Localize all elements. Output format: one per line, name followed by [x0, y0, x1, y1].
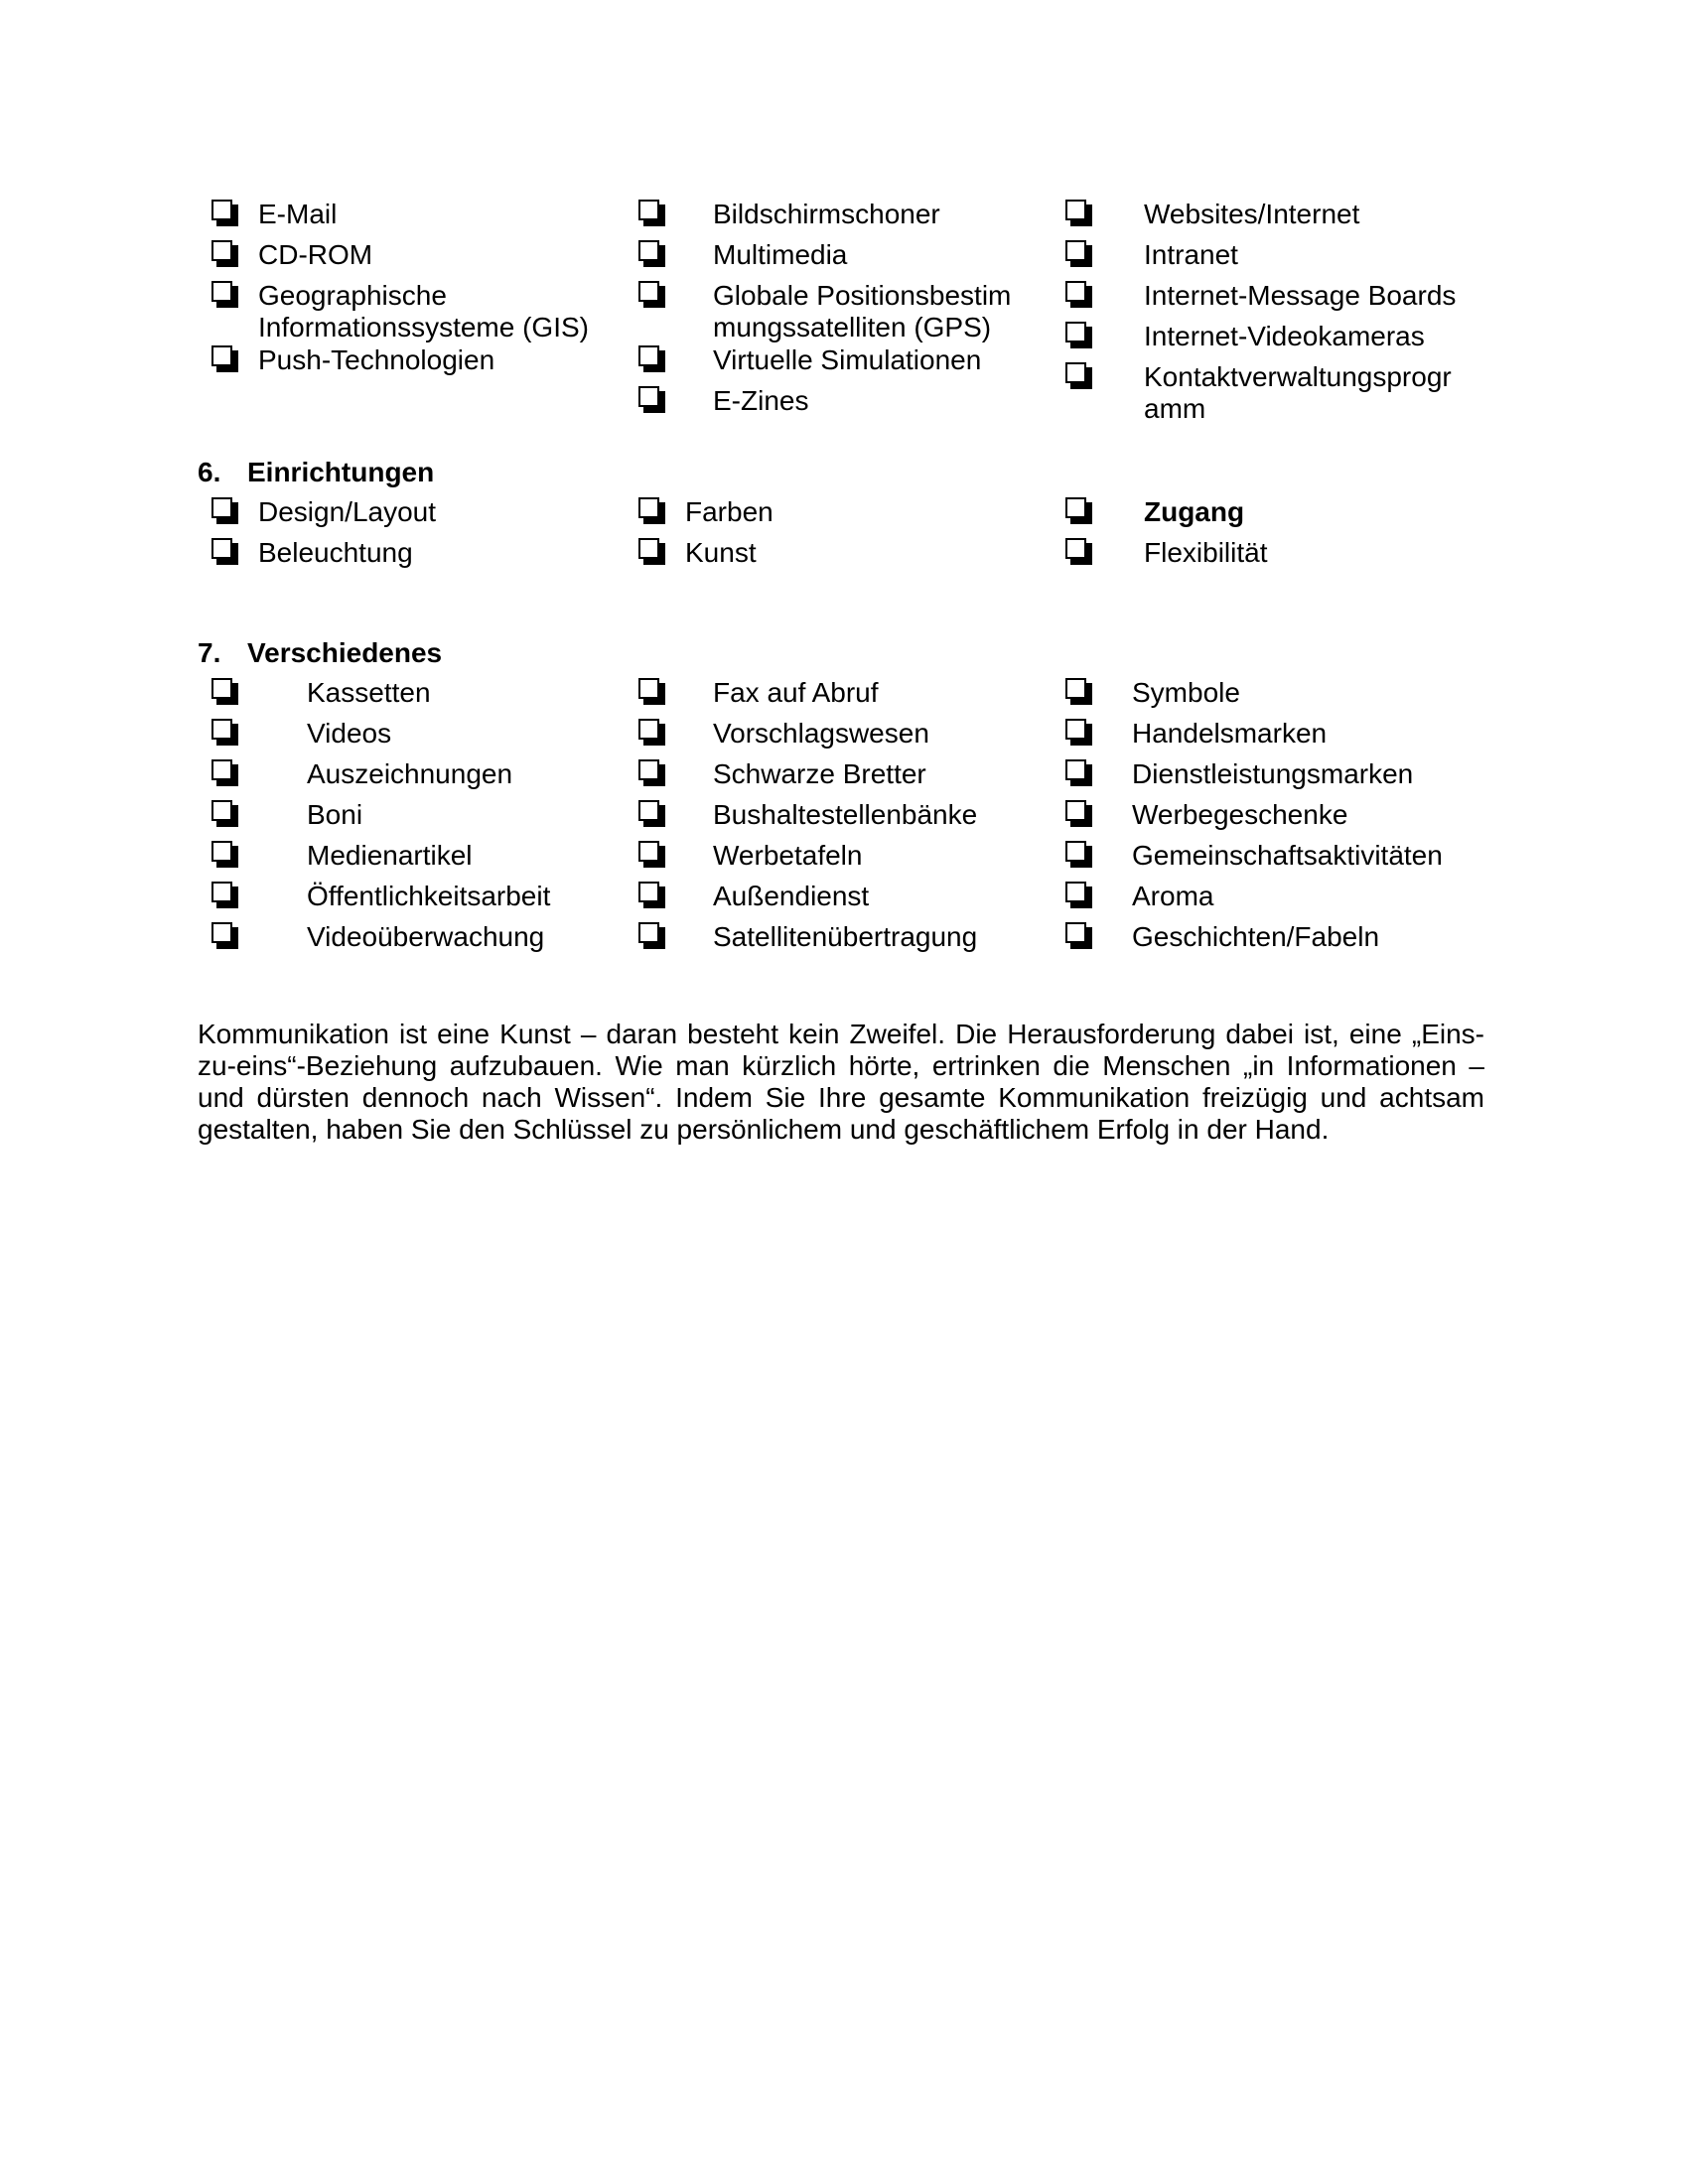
item-label: Öffentlichkeitsarbeit: [307, 881, 551, 911]
checklist-item: [1065, 280, 1482, 320]
checklist-item: [211, 921, 629, 961]
checklist-item: [211, 677, 629, 717]
item-label: Internet-Videokameras: [1144, 321, 1425, 351]
s6-col3: [1065, 496, 1482, 578]
checkbox[interactable]: [638, 281, 665, 308]
checkbox[interactable]: [1065, 497, 1092, 524]
checklist-item: [211, 239, 609, 279]
item-label: Fax auf Abruf: [713, 677, 879, 708]
checkbox[interactable]: [211, 240, 238, 267]
closing-paragraph: Kommunikation ist eine Kunst – daran besteht kein Zweifel. Die Herausforderung dabei ist, eine „Eins-zu-eins“-Beziehung aufzubauen. Wie man kürzlich hörte, ertrinken die Menschen „in Informationen – und dürsten dennoch nach Wissen“. Indem Sie Ihre gesamte Kommunikation freizügig und achtsam gestalten, haben Sie den Schlüssel zu persönlichem und geschäftlichem Erfolg in der Hand.: [198, 1019, 1484, 1145]
item-label: Beleuchtung: [258, 537, 413, 568]
checkbox[interactable]: [211, 922, 238, 949]
checkbox[interactable]: [1065, 882, 1092, 908]
checklist-item: [1065, 677, 1482, 717]
checkbox[interactable]: [211, 759, 238, 786]
checkbox[interactable]: [1065, 759, 1092, 786]
checklist-item: [1065, 321, 1482, 360]
checklist-item: [1065, 496, 1482, 536]
checkbox[interactable]: [1065, 538, 1092, 565]
item-label: Werbetafeln: [713, 840, 863, 871]
item-label: Flexibilität: [1144, 537, 1268, 568]
checklist-item: [638, 758, 1055, 798]
section-heading: [198, 457, 434, 488]
checkbox[interactable]: [1065, 719, 1092, 746]
section-number: 6.: [198, 457, 221, 487]
item-label: Symbole: [1132, 677, 1240, 708]
item-label: Websites/Internet: [1144, 199, 1360, 229]
checklist-item: [638, 537, 1036, 577]
item-label: Videos: [307, 718, 392, 749]
s5-col1: [211, 199, 609, 385]
checklist-item: [211, 344, 609, 384]
checkbox[interactable]: [638, 240, 665, 267]
checklist-item: [638, 921, 1055, 961]
item-label: Virtuelle Simulationen: [713, 344, 982, 375]
item-label: Vorschlagswesen: [713, 718, 929, 749]
checklist-item: [211, 280, 609, 343]
checklist-item: [638, 239, 1036, 279]
item-label: Werbegeschenke: [1132, 799, 1348, 830]
checkbox[interactable]: [211, 538, 238, 565]
checklist-item: [1065, 881, 1482, 920]
checkbox[interactable]: [638, 882, 665, 908]
s5-col2: [638, 199, 1036, 426]
s7-col1: [211, 677, 629, 962]
checklist-item: [638, 799, 1055, 839]
checkbox[interactable]: [211, 882, 238, 908]
checkbox[interactable]: [638, 800, 665, 827]
checklist-item: [211, 758, 629, 798]
checklist-item: [1065, 840, 1482, 880]
checklist-item: [1065, 921, 1482, 961]
checklist-item: [638, 496, 1036, 536]
item-label: Bildschirmschoner: [713, 199, 940, 229]
checkbox[interactable]: [211, 719, 238, 746]
checklist-item: [1065, 361, 1482, 425]
checklist-item: [638, 385, 1036, 425]
section-title: Verschiedenes: [247, 637, 443, 668]
checklist-item: [638, 840, 1055, 880]
checkbox[interactable]: [1065, 322, 1092, 348]
checklist-item: [211, 881, 629, 920]
checklist-item: [638, 881, 1055, 920]
checkbox[interactable]: [638, 922, 665, 949]
checkbox[interactable]: [1065, 240, 1092, 267]
checklist-item: [1065, 758, 1482, 798]
checkbox[interactable]: [638, 719, 665, 746]
item-label: Intranet: [1144, 239, 1238, 270]
checkbox[interactable]: [638, 538, 665, 565]
item-label: Kunst: [685, 537, 757, 568]
item-label: Medienartikel: [307, 840, 473, 871]
item-label: Globale Positionsbestimmungssatelliten (GPS): [713, 280, 1012, 342]
checklist-item: [1065, 199, 1482, 238]
item-label: E-Zines: [713, 385, 809, 416]
checkbox[interactable]: [638, 759, 665, 786]
checklist-item: [211, 840, 629, 880]
item-label: Kassetten: [307, 677, 431, 708]
checkbox[interactable]: [1065, 922, 1092, 949]
checkbox[interactable]: [1065, 678, 1092, 705]
checklist-item: [638, 344, 1036, 384]
item-label: Zugang: [1144, 496, 1245, 527]
checklist-item: [638, 718, 1055, 757]
item-label: Geographische Informationssysteme (GIS): [258, 280, 589, 342]
s6-col2: [638, 496, 1036, 578]
section-heading: [198, 637, 442, 669]
s7-col3: [1065, 677, 1482, 962]
item-label: Multimedia: [713, 239, 848, 270]
checklist-item: [1065, 537, 1482, 577]
checklist-item: [211, 799, 629, 839]
s7-col2: [638, 677, 1055, 962]
item-label: Dienstleistungsmarken: [1132, 758, 1414, 789]
checkbox[interactable]: [638, 841, 665, 868]
item-label: Videoüberwachung: [307, 921, 545, 952]
checkbox[interactable]: [1065, 800, 1092, 827]
checklist-item: [211, 199, 609, 238]
checkbox[interactable]: [211, 678, 238, 705]
section-title: Einrichtungen: [247, 457, 435, 487]
checkbox[interactable]: [211, 200, 238, 226]
item-label: Gemeinschaftsaktivitäten: [1132, 840, 1443, 871]
item-label: Handelsmarken: [1132, 718, 1328, 749]
item-label: Satellitenübertragung: [713, 921, 978, 952]
item-label: Auszeichnungen: [307, 758, 513, 789]
checklist-item: [638, 280, 1036, 343]
s5-col3: [1065, 199, 1482, 426]
checkbox[interactable]: [1065, 841, 1092, 868]
checkbox[interactable]: [1065, 281, 1092, 308]
item-label: Internet-Message Boards: [1144, 280, 1457, 311]
checkbox[interactable]: [211, 345, 238, 372]
checkbox[interactable]: [211, 800, 238, 827]
checkbox[interactable]: [211, 281, 238, 308]
item-label: Bushaltestellenbänke: [713, 799, 978, 830]
checkbox[interactable]: [638, 678, 665, 705]
checklist-item: [1065, 799, 1482, 839]
item-label: Boni: [307, 799, 363, 830]
checklist-item: [211, 718, 629, 757]
item-label: Push-Technologien: [258, 344, 495, 375]
item-label: Farben: [685, 496, 774, 527]
checkbox[interactable]: [1065, 200, 1092, 226]
checkbox[interactable]: [638, 386, 665, 413]
checkbox[interactable]: [1065, 362, 1092, 389]
checkbox[interactable]: [211, 841, 238, 868]
item-label: Kontaktverwaltungsprogramm: [1144, 361, 1452, 424]
checkbox[interactable]: [638, 497, 665, 524]
item-label: Geschichten/Fabeln: [1132, 921, 1380, 952]
item-label: Außendienst: [713, 881, 870, 911]
checklist-item: [638, 199, 1036, 238]
item-label: Schwarze Bretter: [713, 758, 926, 789]
s6-col1: [211, 496, 609, 578]
item-label: E-Mail: [258, 199, 338, 229]
item-label: Design/Layout: [258, 496, 437, 527]
checklist-item: [1065, 239, 1482, 279]
checklist-item: [1065, 718, 1482, 757]
checklist-item: [211, 537, 609, 577]
checklist-item: [638, 677, 1055, 717]
checkbox[interactable]: [638, 200, 665, 226]
checklist-item: [211, 496, 609, 536]
checkbox[interactable]: [211, 497, 238, 524]
checkbox[interactable]: [638, 345, 665, 372]
item-label: Aroma: [1132, 881, 1214, 911]
item-label: CD-ROM: [258, 239, 373, 270]
section-number: 7.: [198, 637, 221, 668]
